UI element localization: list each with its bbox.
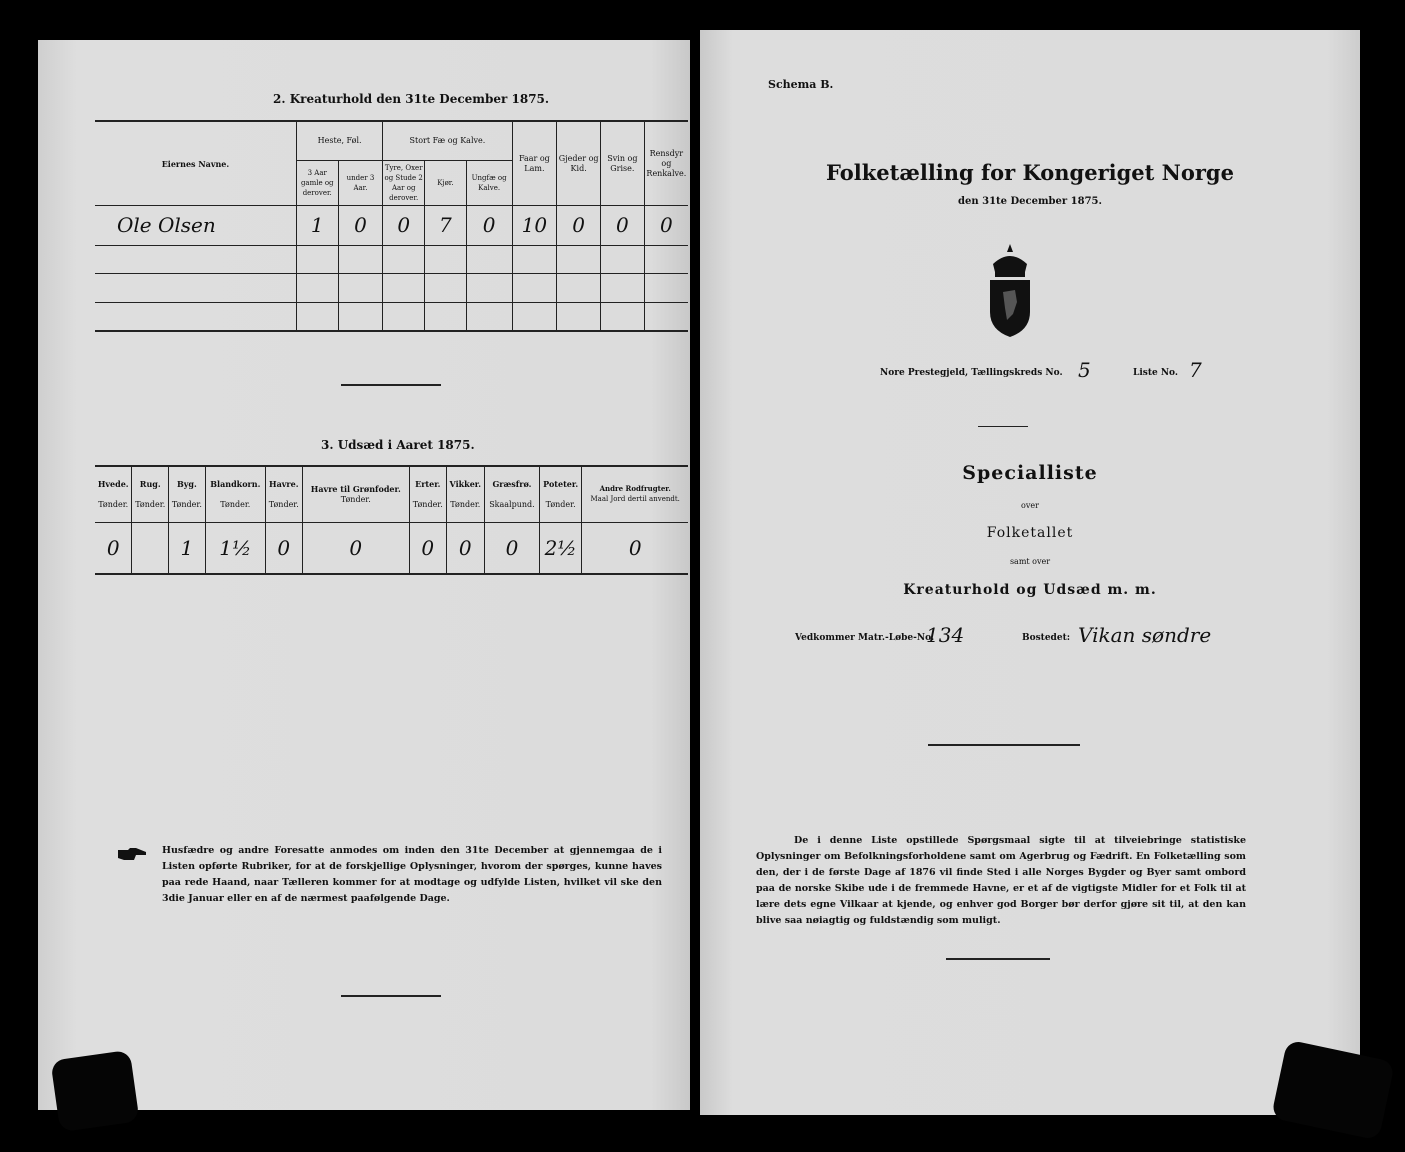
cell-value: 0	[644, 206, 688, 246]
col-havre: Havre. Tønder.	[265, 466, 302, 522]
district-number: 5	[1078, 358, 1091, 382]
kreaturhold-table	[95, 120, 688, 332]
matr-label: Vedkommer Matr.-Løbe-No.	[795, 633, 935, 643]
specialliste-heading: Specialliste	[962, 462, 1098, 484]
sub-ungfae: Ungfæ og Kalve.	[466, 161, 512, 206]
cell-value: 0	[466, 206, 512, 246]
matr-number: 134	[926, 623, 965, 647]
table-row-empty	[95, 245, 688, 274]
col-eiernes-navne: Eiernes Navne.	[95, 121, 296, 206]
group-stort-fae: Stort Fæ og Kalve.	[383, 121, 512, 161]
col-poteter: Poteter. Tønder.	[539, 466, 581, 522]
cell-value: 2½	[539, 522, 581, 574]
over-label: over	[1021, 501, 1039, 510]
sub-tyre: Tyre, Oxer og Stude 2 Aar og derover.	[383, 161, 425, 206]
divider	[928, 744, 1080, 746]
cell-value: 0	[265, 522, 302, 574]
owner-name: Ole Olsen	[95, 206, 296, 246]
liste-label: Liste No.	[1133, 368, 1179, 378]
scan-edge-shadow	[1271, 1039, 1395, 1140]
col-gjeder: Gjeder og Kid.	[557, 121, 601, 206]
col-graesfro: Græsfrø. Skaalpund.	[485, 466, 540, 522]
col-svin: Svin og Grise.	[601, 121, 645, 206]
coat-of-arms-icon	[985, 242, 1035, 338]
samt-over-label: samt over	[1009, 557, 1051, 566]
district-label: Nore Prestegjeld, Tællingskreds No.	[880, 368, 1063, 378]
table-row-empty	[95, 274, 688, 303]
right-notice: De i denne Liste opstillede Spørgsmaal sigte til at tilveiebringe statistiske Oplysninger om Befolkningsforholdene samt om Agerbrug og Fædrift. En Folketælling som den, der i de første Dage af 1876 vil finde Sted i alle Norges Bygder og Byer samt ombord paa de norske Skibe ude i de fremmede Havne, er et af de vigtigste Midler for et Folk til at lære dets egne Vilkaar at kjende, og enhver god Borger bør derfor gjøre sit til, at den kan blive saa nøiagtig og fuldstændig som muligt.	[756, 835, 1246, 926]
cell-value: 1½	[205, 522, 265, 574]
col-vikker: Vikker. Tønder.	[446, 466, 484, 522]
cell-value: 0	[383, 206, 425, 246]
cell-value: 0	[601, 206, 645, 246]
col-erter: Erter. Tønder.	[409, 466, 446, 522]
liste-number: 7	[1189, 358, 1202, 382]
cell-value: 0	[582, 522, 688, 574]
cell-value: 0	[409, 522, 446, 574]
col-rug: Rug. Tønder.	[132, 466, 169, 522]
sub-heste-3aar: 3 Aar gamle og derover.	[296, 161, 338, 206]
divider	[341, 384, 441, 386]
col-byg: Byg. Tønder.	[169, 466, 206, 522]
cell-value: 7	[425, 206, 467, 246]
divider	[946, 958, 1050, 960]
cell-value: 1	[296, 206, 338, 246]
bosted-value: Vikan søndre	[1078, 623, 1212, 647]
cell-value: 1	[169, 522, 206, 574]
udsaed-table	[95, 465, 688, 575]
census-title: Folketælling for Kongeriget Norge	[826, 160, 1234, 185]
table-row-empty	[95, 302, 688, 331]
folketallet-heading: Folketallet	[986, 525, 1074, 541]
col-havre-gronfoder: Havre til Grønfoder. Tønder.	[302, 466, 409, 522]
right-page	[700, 30, 1360, 1115]
scan-edge-shadow	[50, 1050, 139, 1132]
divider	[978, 426, 1028, 427]
sub-kjor: Kjør.	[425, 161, 467, 206]
table-row	[95, 206, 688, 246]
bosted-label: Bostedet:	[1022, 633, 1071, 643]
left-page	[38, 40, 690, 1110]
col-andre-rodfrugter: Andre Rodfrugter. Maal Jord dertil anvendt.	[582, 466, 688, 522]
cell-value: 0	[446, 522, 484, 574]
census-date: den 31te December 1875.	[958, 196, 1102, 207]
cell-value: 0	[485, 522, 540, 574]
kreaturhold-heading: Kreaturhold og Udsæd m. m.	[903, 582, 1157, 598]
udsaed-title: 3. Udsæd i Aaret 1875.	[321, 438, 475, 452]
sub-heste-under: under 3 Aar.	[338, 161, 383, 206]
cell-value	[132, 522, 169, 574]
cell-value: 0	[95, 522, 132, 574]
cell-value: 10	[512, 206, 557, 246]
pointing-hand-icon	[116, 846, 148, 862]
divider	[341, 995, 441, 997]
col-rensdyr: Rensdyr og Renkalve.	[644, 121, 688, 206]
table-row	[95, 522, 688, 574]
schema-label: Schema B.	[768, 78, 834, 91]
group-heste: Heste, Føl.	[296, 121, 382, 161]
col-hvede: Hvede. Tønder.	[95, 466, 132, 522]
col-faar: Faar og Lam.	[512, 121, 557, 206]
left-notice: Husfædre og andre Foresatte anmodes om inden den 31te December at gjennemgaa de i Listen opførte Rubriker, for at de forskjellige Oplysninger, hvorom der spørges, kunne haves paa rede Haand, naar Tælleren kommer for at modtage og udfylde Listen, hvilket vil ske den 3die Januar eller en af de nærmest paafølgende Dage.	[162, 845, 662, 904]
cell-value: 0	[338, 206, 383, 246]
cell-value: 0	[302, 522, 409, 574]
cell-value: 0	[557, 206, 601, 246]
kreaturhold-title: 2. Kreaturhold den 31te December 1875.	[273, 92, 550, 106]
col-blandkorn: Blandkorn. Tønder.	[205, 466, 265, 522]
